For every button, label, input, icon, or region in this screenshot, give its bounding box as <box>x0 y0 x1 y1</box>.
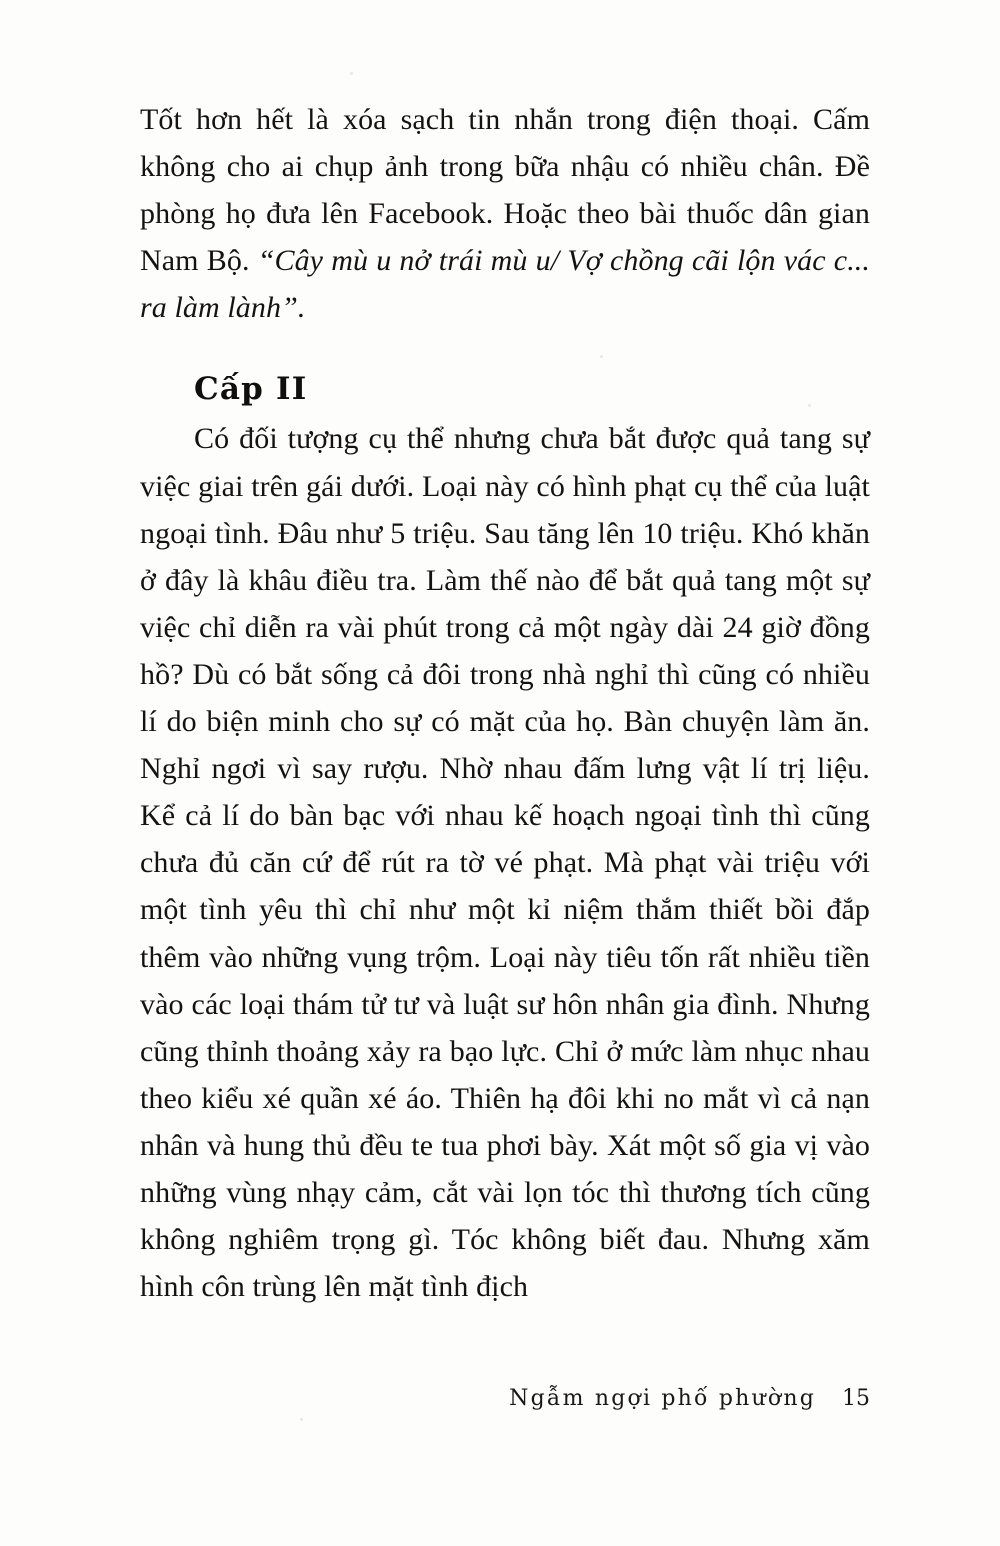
page-footer <box>140 1386 870 1411</box>
running-title: Ngẫm ngợi phố phường <box>509 1386 816 1411</box>
scan-speck <box>808 404 811 407</box>
paragraph-opening-quote: “Cây mù u nở trái mù u/ Vợ chồng cãi lộn vác c... ra làm lành”. <box>140 244 870 325</box>
paragraph-body: Có đối tượng cụ thể nhưng chưa bắt được quả tang sự việc giai trên gái dưới. Loại này có hình phạt cụ thể của luật ngoại tình. Đâu như 5 triệu. Sau tăng lên 10 triệu. Khó khăn ở đây là khâu điều tra. Làm thế nào để bắt quả tang một sự việc chỉ diễn ra vài phút trong cả một ngày dài 24 giờ đồng hồ? Dù có bắt sống cả đôi trong nhà nghỉ thì cũng có nhiều lí do biện minh cho sự có mặt của họ. Bàn chuyện làm ăn. Nghỉ ngơi vì say rượu. Nhờ nhau đấm lưng vật lí trị liệu. Kể cả lí do bàn bạc với nhau kế hoạch ngoại tình thì cũng chưa đủ căn cứ để rút ra tờ vé phạt. Mà phạt vài triệu với một tình yêu thì chỉ như một kỉ niệm thắm thiết bồi đắp thêm vào những vụng trộm. Loại này tiêu tốn rất nhiều tiền vào các loại thám tử tư và luật sư hôn nhân gia đình. Nhưng cũng thỉnh thoảng xảy ra bạo lực. Chỉ ở mức làm nhục nhau theo kiểu xé quần xé áo. Thiên hạ đôi khi no mắt vì cả nạn nhân và hung thủ đều te tua phơi bày. Xát một số gia vị vào những vùng nhạy cảm, cắt vài lọn tóc thì thương tích cũng không nghiêm trọng gì. Tóc không biết đau. Nhưng xăm hình côn trùng lên mặt tình địch <box>140 422 870 1304</box>
body-block <box>140 415 870 1310</box>
section-heading: Cấp II <box>194 371 308 408</box>
page-content <box>140 96 870 1310</box>
paragraph-opening-text: Tốt hơn hết là xóa sạch tin nhắn trong điện thoại. Cấm không cho ai chụp ảnh trong bữa nhậu có nhiều chân. Đề phòng họ đưa lên Facebook. Hoặc theo bài thuốc dân gian Nam Bộ. <box>140 103 870 278</box>
paragraph-opening <box>140 96 870 331</box>
scan-speck <box>350 72 353 75</box>
scan-speck <box>600 355 603 358</box>
scan-speck <box>300 1418 303 1421</box>
page-number: 15 <box>842 1386 870 1411</box>
